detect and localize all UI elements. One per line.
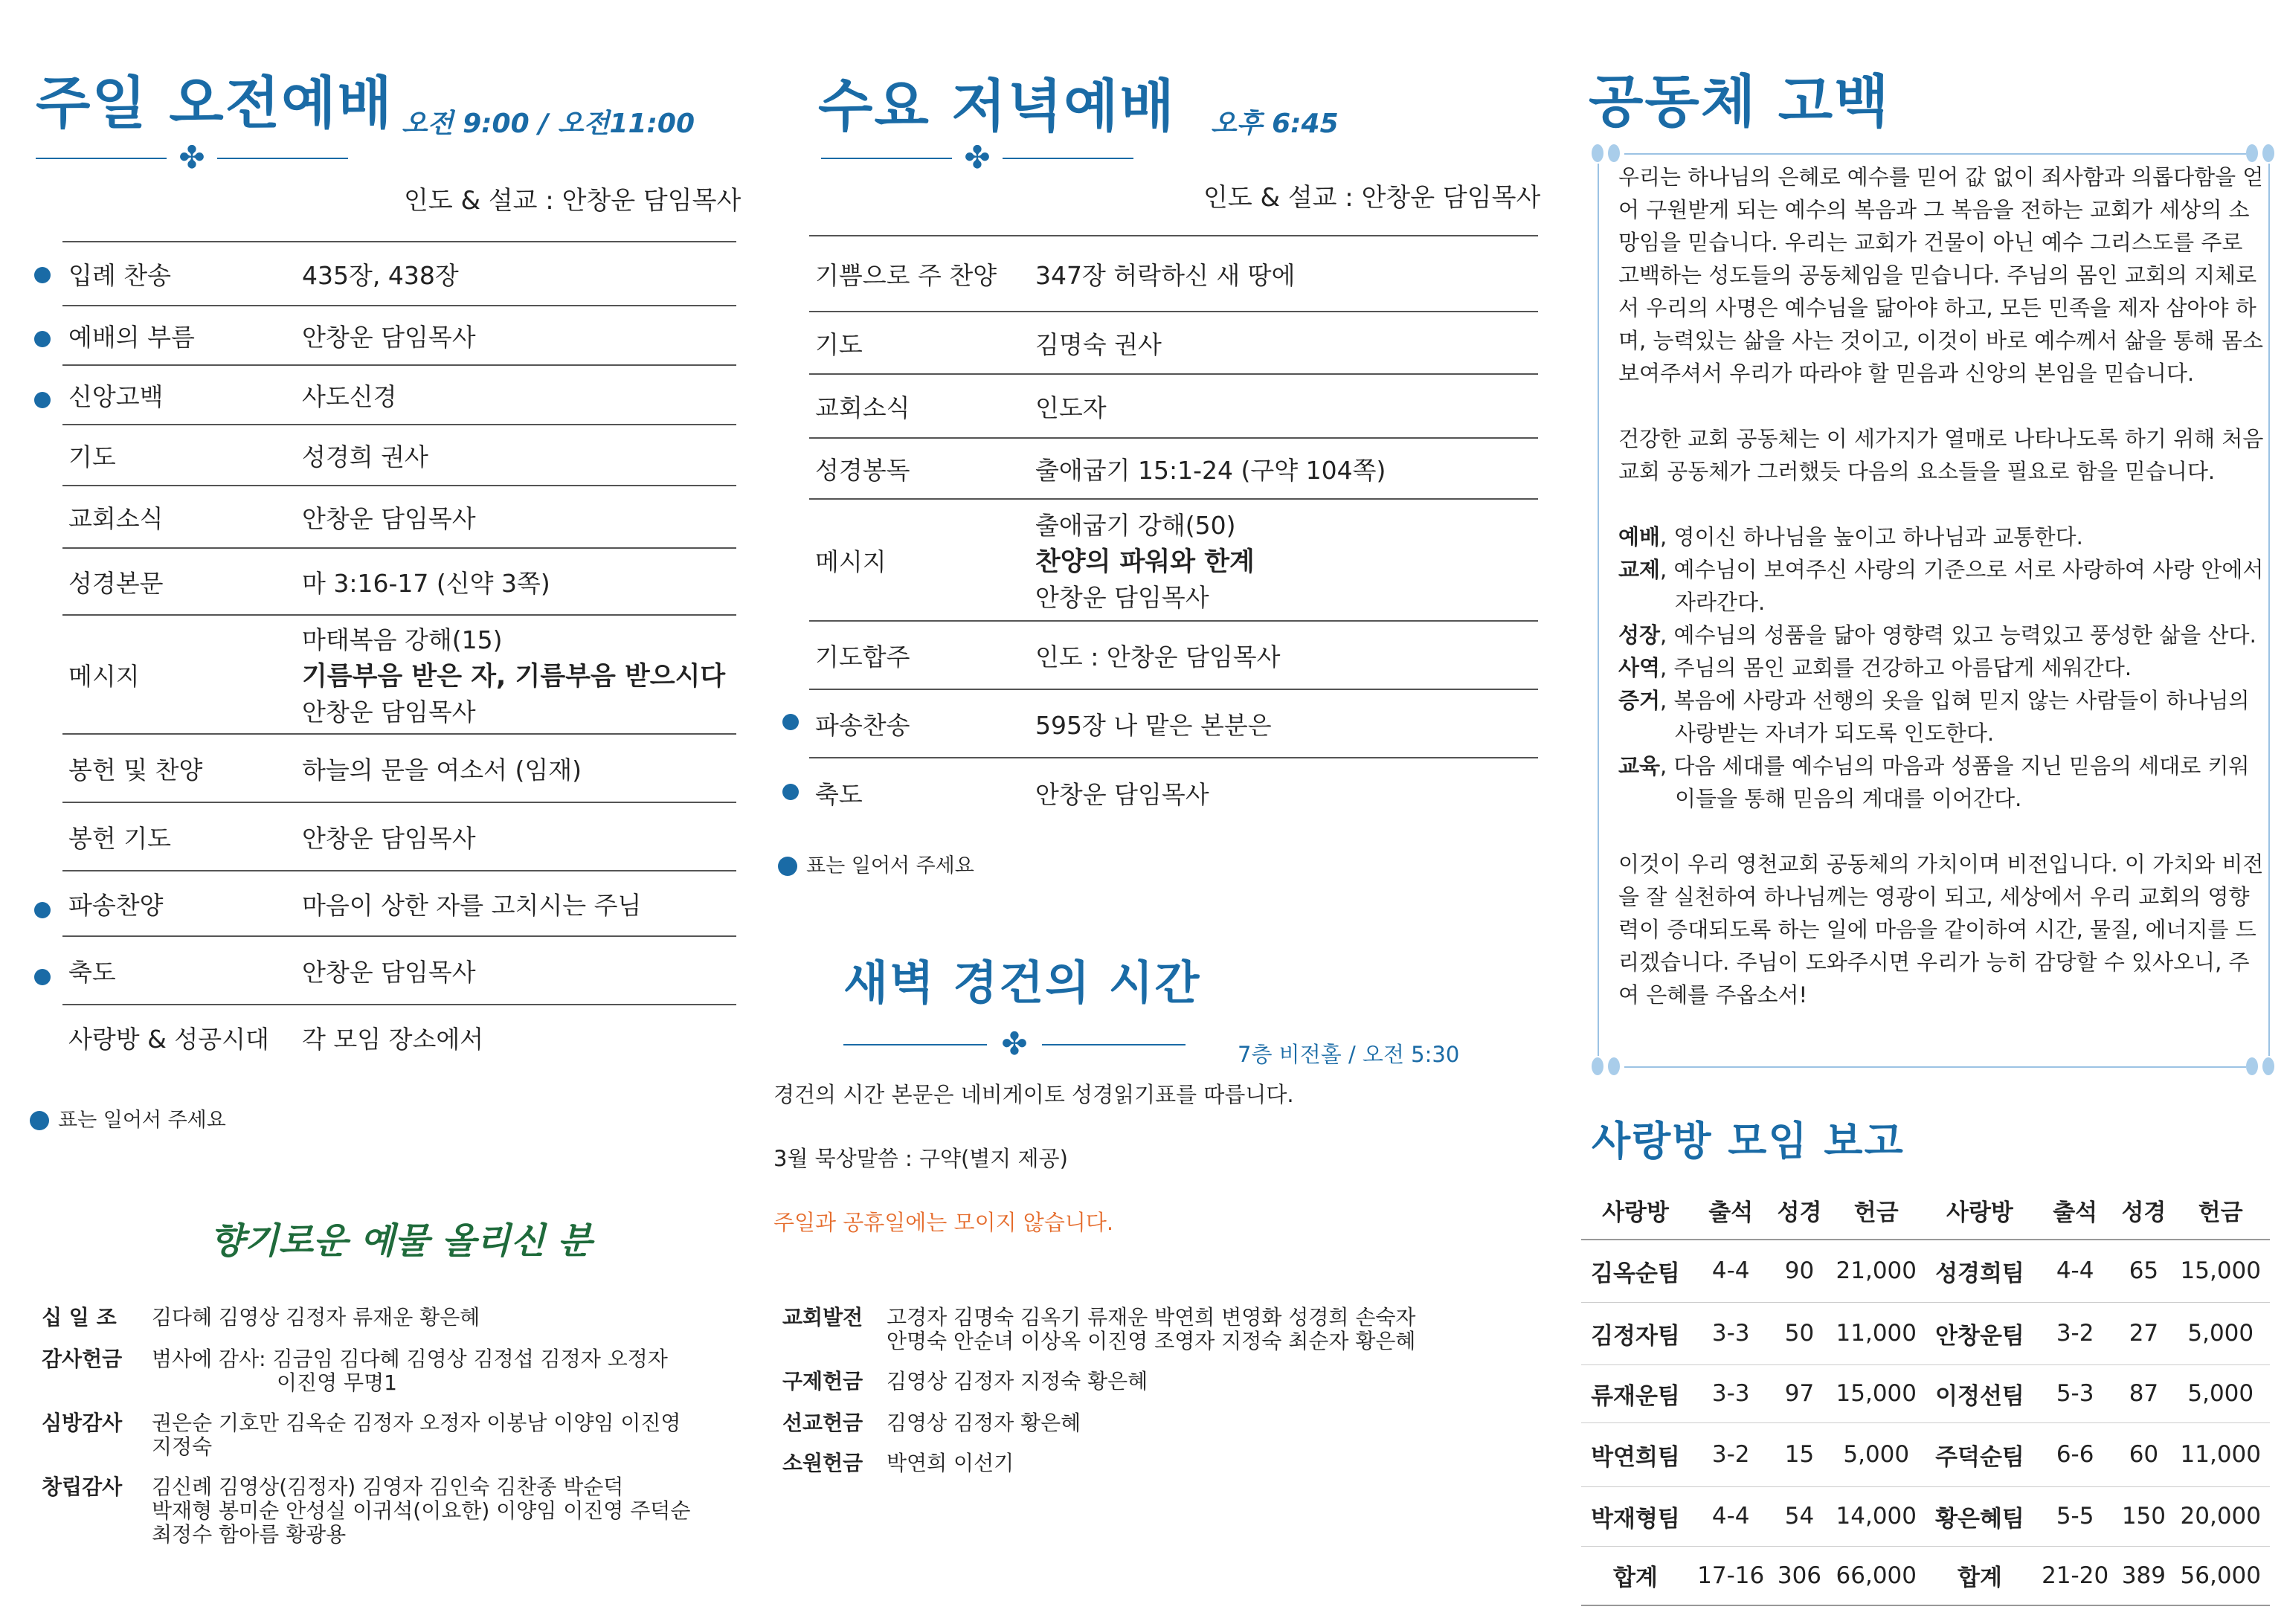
table-row: 김정자팀 3-3 50 11,000 안창운팀 3-2 27 5,000: [1581, 1302, 2270, 1364]
order-label: 성경본문: [62, 548, 296, 615]
offering-names: 최정수 함아름 황광용: [152, 1522, 347, 1547]
wednesday-order-table: [809, 235, 1538, 828]
offering-names: 김영상 김정자 황은혜: [887, 1411, 1081, 1435]
clover-ornament-icon: ✤: [178, 139, 205, 175]
offering-names: 고경자 김명숙 김옥기 류재운 박연희 변영화 성경희 손숙자: [887, 1305, 1416, 1330]
offering-right-list: [782, 1306, 1496, 1484]
confession-item: 예배, 영이신 하나님을 높이고 하나님과 교통한다.: [1618, 524, 2083, 550]
stand-up-dot-icon: [34, 331, 51, 347]
order-label: 봉헌 기도: [62, 802, 296, 871]
offering-names: 김영상 김정자 지정숙 황은혜: [887, 1369, 1148, 1393]
table-row: [62, 242, 736, 306]
order-value: 각 모임 장소에서: [302, 1025, 484, 1054]
table-row: [62, 425, 736, 486]
offering-label: 심방감사: [42, 1411, 123, 1435]
sunday-leader: 인도 & 설교 : 안창운 담임목사: [404, 186, 742, 216]
offering-names: 박연희 이선기: [887, 1451, 1014, 1475]
order-label: 파송찬송: [809, 689, 1029, 758]
confession-body: [1618, 161, 2270, 1011]
order-label: 기도: [809, 312, 1029, 374]
table-row: [62, 936, 736, 1005]
stand-up-dot-icon: [782, 784, 799, 800]
confession-item: 증거, 복음에 사랑과 선행의 옷을 입혀 믿지 않는 사람들이 하나님의 사랑받는 자녀가 되도록 인도한다.: [1618, 688, 2250, 746]
offering-label: 소원헌금: [782, 1451, 863, 1475]
stand-up-dot-icon: [34, 392, 51, 408]
stand-up-dot-icon: [782, 714, 799, 730]
order-value: 안창운 담임목사: [1035, 780, 1209, 809]
order-value: 인도 : 안창운 담임목사: [1029, 621, 1538, 689]
order-value: 안창운 담임목사: [296, 936, 736, 1005]
message-cell: [296, 615, 736, 734]
message-title: 찬양의 파워와 한계: [1035, 547, 1255, 577]
wednesday-time: 오후 6:45: [1211, 109, 1339, 139]
confession-paragraph-1: 우리는 하나님의 은혜로 예수를 믿어 값 없이 죄사함과 의롭다함을 얻어 구원받게 되는 예수의 복음과 그 복음을 전하는 교회가 세상의 소망임을 믿습니다. 우리는 교회가 건물이 아닌 예수 그리스도를 주로 고백하는 성도들의 공동체임을 믿습니다. 주님의 몸인 교회의 지체로서 우리의 사명은 예수님을 닮아야 하고, 모든 민족을 제자 삼아야 하며, 능력있는 삶을 사는 것이고, 이것이 바로 예수께서 삶을 통해 몸소 보여주셔서 우리가 따라야 할 믿음과 신앙의 본임을 믿습니다.: [1618, 164, 2264, 386]
order-value: 사도신경: [296, 365, 736, 425]
dawn-line-2: 3월 묵상말씀 : 구약(별지 제공): [773, 1146, 1068, 1171]
order-value: 마음이 상한 자를 고치시는 주님: [296, 871, 736, 936]
order-value: 안창운 담임목사: [296, 486, 736, 548]
table-row: [62, 615, 736, 734]
confession-paragraph-3: 이것이 우리 영천교회 공동체의 가치이며 비전입니다. 이 가치와 비전을 잘 실천하여 하나님께는 영광이 되고, 세상에서 우리 교회의 영향력이 증대되도록 하는 일에 마음을 같이하여 시간, 물질, 에너지를 드리겠습니다. 주님이 도와주시면 우리가 능히 감당할 수 있사오니, 주여 은혜를 주옵소서!: [1618, 851, 2264, 1008]
table-row: [62, 548, 736, 615]
table-header-row: [1581, 1181, 2270, 1240]
offering-left-list: [42, 1306, 756, 1559]
confession-item: 교육, 다음 세대를 예수님의 마음과 성품을 지닌 믿음의 세대로 키워 이들을 통해 믿음의 계대를 이어간다.: [1618, 753, 2250, 811]
message-series: 출애굽기 강해(50): [1035, 511, 1236, 540]
confession-item: 사역, 주님의 몸인 교회를 건강하고 아름답게 세워간다.: [1618, 655, 2132, 680]
sunday-note: [30, 1103, 226, 1132]
order-label: 교회소식: [809, 374, 1029, 438]
order-label: 입례 찬송: [62, 242, 296, 306]
sunday-order-table: [62, 241, 736, 1070]
list-item: [42, 1306, 756, 1335]
stand-up-dot-icon: [34, 969, 51, 985]
order-label: 기도: [62, 425, 296, 486]
column-header: 헌금: [1827, 1181, 1926, 1240]
table-row: [62, 306, 736, 365]
column-header: 사랑방: [1581, 1181, 1690, 1240]
list-item: [42, 1347, 756, 1399]
order-value: 435장, 438장: [296, 242, 736, 306]
dawn-divider: [843, 1025, 1186, 1062]
offering-label: 감사헌금: [42, 1347, 123, 1371]
table-total-row: 합계 17-16 306 66,000 합계 21-20 389 56,000: [1581, 1546, 2270, 1605]
order-label: 기도합주: [809, 621, 1029, 689]
order-value: 안창운 담임목사: [296, 802, 736, 871]
offering-names: 박재형 봉미순 안성실 이귀석(이요한) 이양임 이진영 주덕순: [152, 1498, 691, 1523]
stand-up-dot-icon: [30, 1111, 49, 1130]
column-header: 출석: [2034, 1181, 2116, 1240]
note-text: 표는 일어서 주세요: [806, 854, 974, 877]
table-row: 박연희팀 3-2 15 5,000 주덕순팀 6-6 60 11,000: [1581, 1422, 2270, 1486]
table-row: [809, 236, 1538, 312]
offering-names: 이진영 무명1: [277, 1370, 397, 1395]
offering-label: 선교헌금: [782, 1411, 863, 1435]
offering-names: 안명숙 안순녀 이상옥 이진영 조영자 지정숙 최순자 황은혜: [887, 1329, 1416, 1353]
column-header: 출석: [1690, 1181, 1772, 1240]
order-value: 성경희 권사: [296, 425, 736, 486]
list-item: [42, 1411, 756, 1463]
order-value: 김명숙 권사: [1029, 312, 1538, 374]
column-header: 헌금: [2172, 1181, 2270, 1240]
table-row: [809, 621, 1538, 689]
dawn-line-3: 주일과 공휴일에는 모이지 않습니다.: [773, 1210, 1114, 1235]
table-row: [62, 486, 736, 548]
table-row: [809, 758, 1538, 828]
sunday-divider: [36, 141, 348, 175]
offering-label: 창립감사: [42, 1475, 123, 1499]
dawn-place: 7층 비전홀 / 오전 5:30: [1238, 1042, 1460, 1067]
wednesday-title: 수요 저녁예배: [818, 73, 1176, 139]
table-row: [62, 871, 736, 936]
table-row: [62, 1005, 736, 1070]
table-row: [809, 438, 1538, 499]
confession-title: 공동체 고백: [1589, 68, 1891, 135]
note-text: 표는 일어서 주세요: [58, 1109, 226, 1132]
column-header: 성경: [1772, 1181, 1827, 1240]
dawn-line-1: 경건의 시간 본문은 네비게이토 성경읽기표를 따릅니다.: [773, 1082, 1294, 1107]
confession-item: 성장, 예수님의 성품을 닮아 영향력 있고 능력있고 풍성한 삶을 산다.: [1618, 622, 2256, 648]
order-value: 출애굽기 15:1-24 (구약 104쪽): [1029, 438, 1538, 499]
offering-label: 교회발전: [782, 1305, 863, 1330]
sunday-title: 주일 오전예배: [36, 70, 393, 136]
order-label: 성경봉독: [809, 438, 1029, 499]
message-preacher: 안창운 담임목사: [1035, 583, 1209, 612]
table-row: 김옥순팀 4-4 90 21,000 성경희팀 4-4 65 15,000: [1581, 1240, 2270, 1302]
order-label: 봉헌 및 찬양: [62, 734, 296, 802]
wednesday-note: [778, 849, 974, 878]
sunday-time: 오전 9:00 / 오전11:00: [402, 109, 695, 139]
confession-paragraph-2: 건강한 교회 공동체는 이 세가지가 열매로 나타나도록 하기 위해 처음 교회 공동체가 그러했듯 다음의 요소들을 필요로 함을 믿습니다.: [1618, 426, 2264, 484]
message-series: 마태복음 강해(15): [302, 625, 503, 654]
clover-ornament-icon: ✤: [1001, 1025, 1028, 1062]
column-header: 성경: [2116, 1181, 2171, 1240]
table-row: [809, 312, 1538, 374]
table-row: 류재운팀 3-3 97 15,000 이정선팀 5-3 87 5,000: [1581, 1364, 2270, 1422]
clover-ornament-icon: ✤: [964, 139, 991, 175]
table-row: [809, 689, 1538, 758]
list-item: [782, 1306, 1496, 1358]
order-label: 축도: [815, 780, 863, 809]
order-value: 347장 허락하신 새 땅에: [1029, 236, 1538, 312]
table-row: [62, 802, 736, 871]
order-label: 파송찬양: [62, 871, 296, 936]
stand-up-dot-icon: [34, 267, 51, 283]
stand-up-dot-icon: [34, 902, 51, 918]
confession-item: 교제, 예수님이 보여주신 사랑의 기준으로 서로 사랑하여 사랑 안에서 자라간다.: [1618, 557, 2264, 615]
order-label: 메시지: [809, 499, 1029, 621]
order-label: 예배의 부름: [62, 306, 296, 365]
offering-names: 범사에 감사: 김금임 김다혜 김영상 김정섭 김정자 오정자: [152, 1347, 668, 1371]
dawn-title: 새벽 경건의 시간: [843, 956, 1201, 1010]
report-title: 사랑방 모임 보고: [1592, 1118, 1905, 1164]
offering-names: 권은순 기호만 김옥순 김정자 오정자 이봉남 이양임 이진영: [152, 1411, 681, 1435]
offering-label: 십 일 조: [42, 1305, 117, 1330]
table-row: [809, 374, 1538, 438]
order-label: 기쁨으로 주 찬양: [809, 236, 1029, 312]
order-label: 축도: [62, 936, 296, 1005]
order-label: 메시지: [62, 615, 296, 734]
order-label: 신앙고백: [62, 365, 296, 425]
offering-title: 향기로운 예물 올리신 분: [210, 1220, 592, 1262]
wednesday-leader: 인도 & 설교 : 안창운 담임목사: [1203, 183, 1541, 213]
offering-names: 지정숙: [152, 1434, 213, 1459]
offering-names: 김신례 김영상(김정자) 김영자 김인숙 김찬종 박순덕: [152, 1475, 624, 1499]
offering-label: 구제헌금: [782, 1369, 863, 1393]
message-title: 기름부음 받은 자, 기름부음 받으시다: [302, 662, 726, 692]
table-row: 박재형팀 4-4 54 14,000 황은혜팀 5-5 150 20,000: [1581, 1486, 2270, 1546]
order-value: 하늘의 문을 여소서 (임재): [296, 734, 736, 802]
message-preacher: 안창운 담임목사: [302, 697, 476, 726]
wednesday-divider: [821, 141, 1133, 175]
list-item: [782, 1370, 1496, 1399]
table-row: [62, 734, 736, 802]
stand-up-dot-icon: [778, 857, 797, 876]
table-row: [809, 499, 1538, 621]
order-label: 교회소식: [62, 486, 296, 548]
table-row: [62, 365, 736, 425]
report-table: [1581, 1181, 2270, 1606]
message-cell: [1029, 499, 1538, 621]
offering-names: 김다혜 김영상 김정자 류재운 황은혜: [152, 1305, 480, 1330]
column-header: 사랑방: [1926, 1181, 2034, 1240]
order-value: 마 3:16-17 (신약 3쪽): [296, 548, 736, 615]
order-value: 595장 나 맡은 본분은: [1029, 689, 1538, 758]
list-item: [782, 1411, 1496, 1441]
order-label: 사랑방 & 성공시대: [68, 1025, 269, 1054]
order-value: 안창운 담임목사: [296, 306, 736, 365]
list-item: [42, 1475, 756, 1550]
list-item: [782, 1451, 1496, 1481]
order-value: 인도자: [1029, 374, 1538, 438]
